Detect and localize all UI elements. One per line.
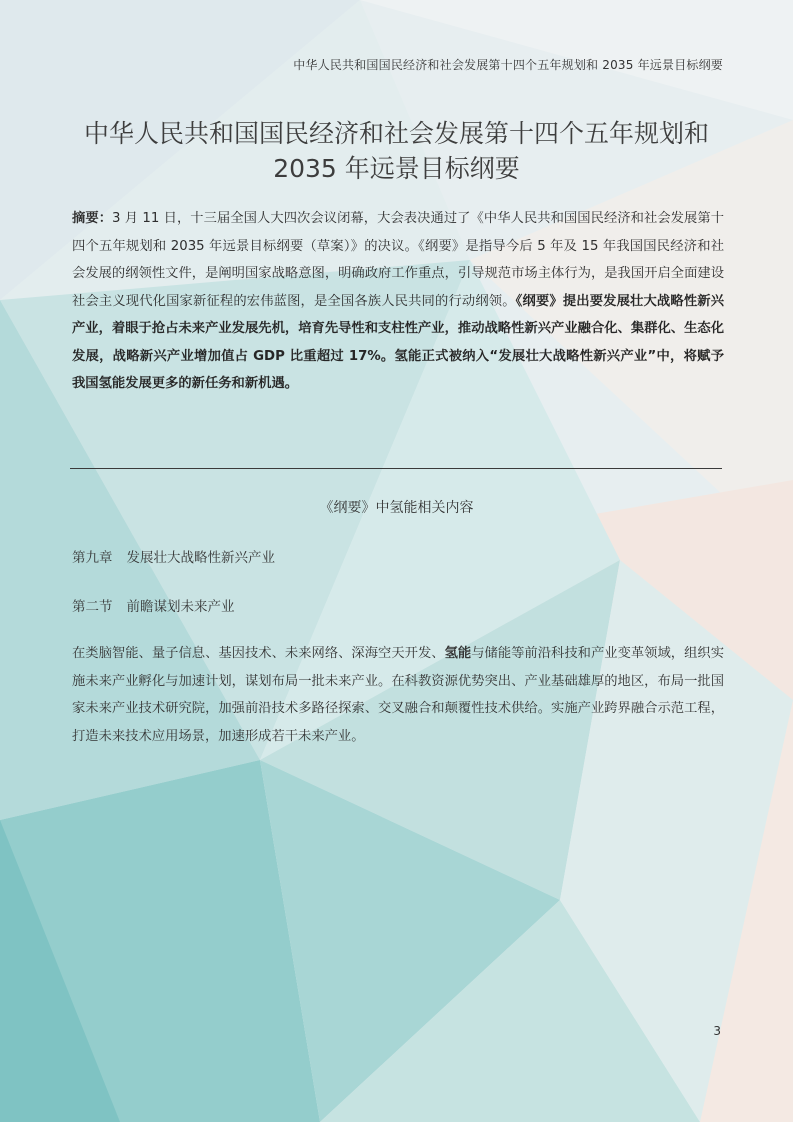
running-header: 中华人民共和国国民经济和社会发展第十四个五年规划和 2035 年远景目标纲要 xyxy=(293,58,723,72)
abstract-emphasis: 《纲要》提出要发展壮大战略性新兴产业，着眼于抢占未来产业发展先机，培育先导性和支柱性产业，推动战略性新兴产业融合化、集群化、生态化发展，战略新兴产业增加值占 GDP 比重超过 17%。氢能正式被纳入“发展壮大战略性新兴产业”中，将赋予我国氢能发展更多的新任务和新机遇。 xyxy=(72,293,725,391)
chapter-heading xyxy=(72,546,275,566)
abstract-text: 3 月 11 日，十三届全国人大四次会议闭幕，大会表决通过了《中华人民共和国国民经济和社会发展第十四个五年规划和 2035 年远景目标纲要（草案）》的决议。《纲要》是指导今后 5 年及 15 年我国国民经济和社会发展的纲领性文件，是阐明国家战略意图，明确政府工作重点，引导规范市场主体行为，是我国开启全面建设社会主义现代化国家新征程的宏伟蓝图，是全国各族人民共同的行动纲领。 xyxy=(72,211,725,309)
title-line-1: 中华人民共和国国民经济和社会发展第十四个五年规划和 xyxy=(83,119,709,148)
abstract-paragraph xyxy=(72,205,724,398)
page-number: 3 xyxy=(713,1024,721,1038)
body-text-after: 与储能等前沿科技和产业变革领域，组织实施未来产业孵化与加速计划，谋划布局一批未来产业。在科教资源优势突出、产业基础雄厚的地区，布局一批国家未来产业技术研究院，加强前沿技术多路径探索、交叉融合和颠覆性技术供给。实施产业跨界融合示范工程，打造未来技术应用场景，加速形成若干未来产业。 xyxy=(72,646,725,744)
section-heading: 《纲要》中氢能相关内容 xyxy=(319,500,474,516)
body-text-before: 在类脑智能、量子信息、基因技术、未来网络、深海空天开发、 xyxy=(72,646,445,661)
chapter-name: 发展壮大战略性新兴产业 xyxy=(126,550,275,566)
body-paragraph xyxy=(72,640,724,750)
divider xyxy=(70,468,722,469)
title-line-2: 2035 年远景目标纲要 xyxy=(273,154,520,183)
abstract-lead: 摘要： xyxy=(72,211,113,226)
subsection-name: 前瞻谋划未来产业 xyxy=(126,599,235,615)
body-keyword: 氢能 xyxy=(444,646,472,661)
subsection-heading xyxy=(72,595,235,615)
subsection-number: 第二节 xyxy=(72,599,113,615)
document-title xyxy=(70,116,723,186)
chapter-number: 第九章 xyxy=(72,550,113,566)
